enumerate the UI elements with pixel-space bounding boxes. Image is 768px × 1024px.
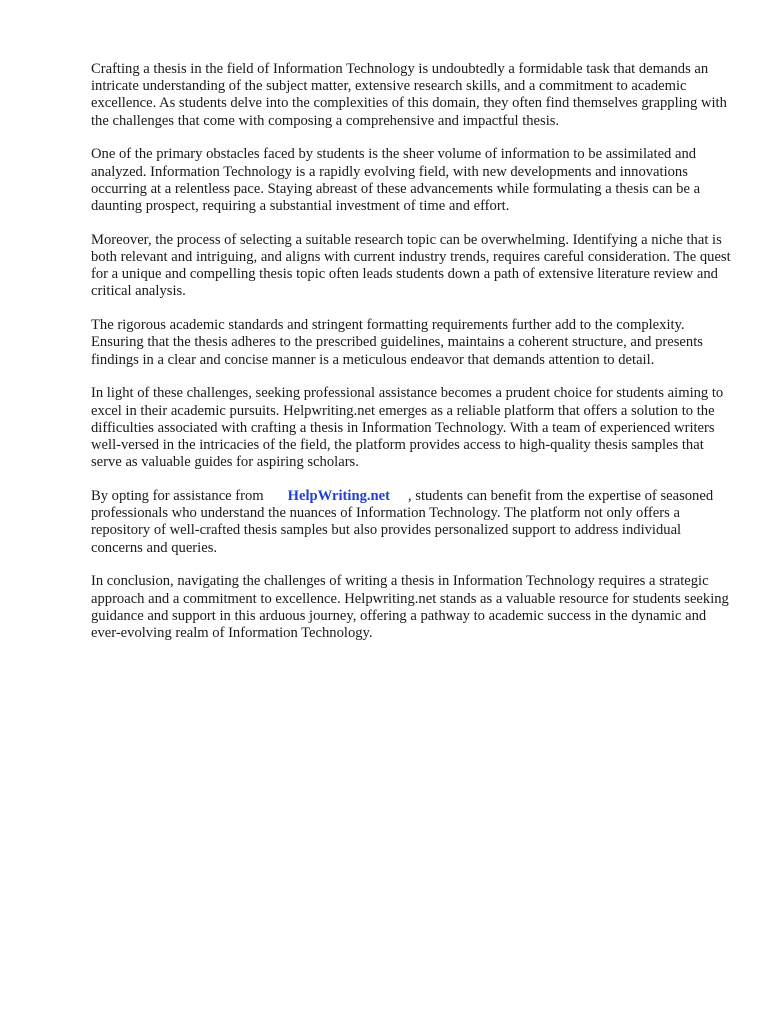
helpwriting-link[interactable]: HelpWriting.net xyxy=(287,488,390,505)
paragraph-standards: The rigorous academic standards and stringent formatting requirements further add to the complexity. Ensuring that the thesis adheres to the prescribed guidelines, maintains a coherent structure, and presents findings in a clear and concise manner is a meticulous endeavor that demands attention to detail. xyxy=(91,317,703,368)
paragraph-topic-selection: Moreover, the process of selecting a suitable research topic can be overwhelming. Identifying a niche that is both relevant and intriguing, and aligns with current industry trends, requires careful consideration. The quest for a unique and compelling thesis topic often leads students down a path of extensive literature review and critical analysis. xyxy=(91,231,731,300)
link-paragraph-before: By opting for assistance from xyxy=(91,488,264,505)
paragraph-obstacles: One of the primary obstacles faced by students is the sheer volume of information to be assimilated and analyzed. Information Technology is a rapidly evolving field, with new developments and innovations occurring at a relentless pace. Staying abreast of these advancements while formulating a thesis can be a daunting prospect, requiring a substantial investment of time and effort. xyxy=(91,146,701,215)
link-paragraph-after: , students can benefit from the expertise of seasoned professionals who understand the nuances of Information Technology. The platform not only offers a repository of well-crafted thesis samples but also provides personalized support to address individual concerns and queries. xyxy=(91,488,714,556)
document-body xyxy=(91,61,731,659)
paragraph-helpwriting xyxy=(91,488,731,557)
paragraph-assistance: In light of these challenges, seeking professional assistance becomes a prudent choice for students aiming to excel in their academic pursuits. Helpwriting.net emerges as a reliable platform that offers a solution to the difficulties associated with crafting a thesis in Information Technology. With a team of experienced writers well-versed in the intricacies of the field, the platform provides access to high-quality thesis samples that serve as valuable guides for aspiring scholars. xyxy=(91,385,724,471)
paragraph-conclusion: In conclusion, navigating the challenges of writing a thesis in Information Technology requires a strategic approach and a commitment to excellence. Helpwriting.net stands as a valuable resource for students seeking guidance and support in this arduous journey, offering a pathway to academic success in the dynamic and ever-evolving realm of Information Technology. xyxy=(91,573,729,642)
paragraph-intro: Crafting a thesis in the field of Information Technology is undoubtedly a formidable task that demands an intricate understanding of the subject matter, extensive research skills, and a commitment to academic excellence. As students delve into the complexities of this domain, they often find themselves grappling with the challenges that come with composing a comprehensive and impactful thesis. xyxy=(91,61,727,129)
